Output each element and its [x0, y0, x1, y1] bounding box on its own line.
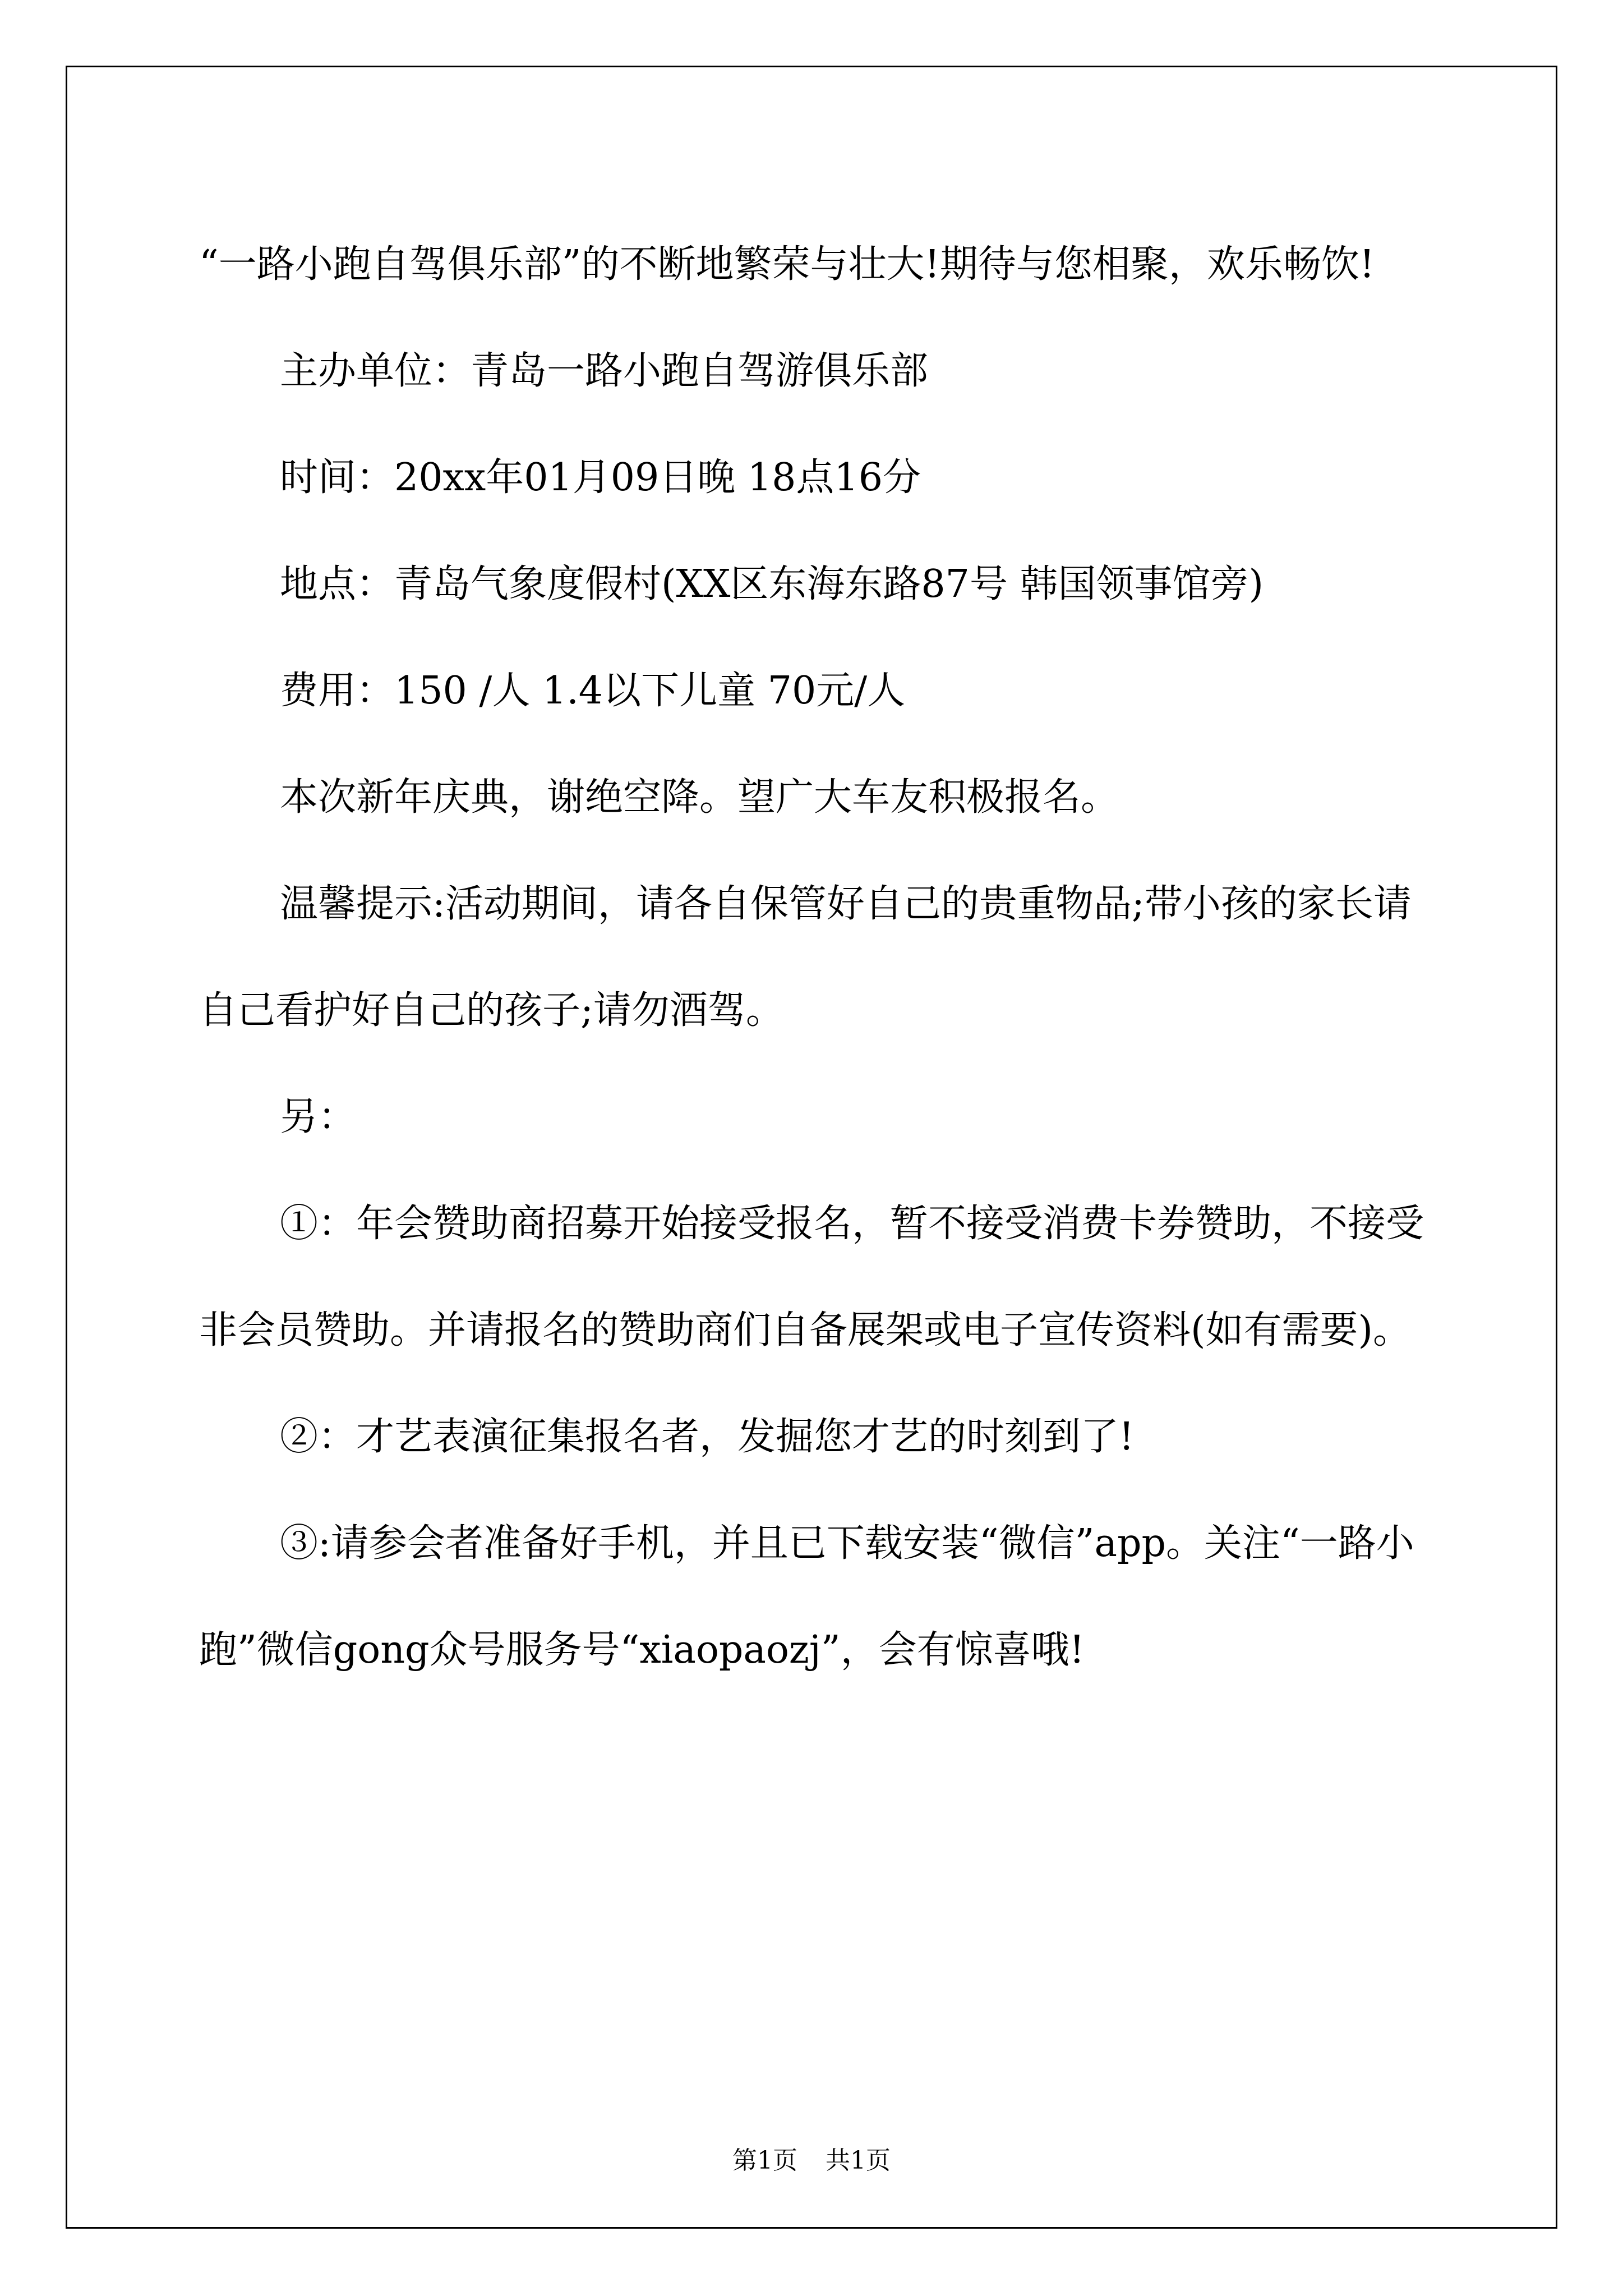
paragraph-time: 时间：20xx年01月09日晚 18点16分	[280, 455, 921, 500]
paragraph-item-2: ②：才艺表演征集报名者，发掘您才艺的时刻到了!	[280, 1415, 1135, 1459]
paragraph-item-1: ①：年会赞助商招募开始接受报名，暂不接受消费卡券赞助，不接受非会员赞助。并请报名的赞助商们自备展架或电子宣传资料(如有需要)。	[199, 1202, 1424, 1352]
paragraph-also: 另：	[280, 1095, 357, 1139]
paragraph-tips: 温馨提示:活动期间，请各自保管好自己的贵重物品;带小孩的家长请自己看护好自己的孩子;请勿酒驾。	[199, 882, 1412, 1033]
paragraph-item-3: ③:请参会者准备好手机，并且已下载安装“微信”app。关注“一路小跑”微信gong众号服务号“xiaopaozj”，会有惊喜哦!	[199, 1521, 1414, 1672]
page-total: 共1页	[826, 2146, 891, 2175]
page-footer	[0, 2144, 1623, 2178]
paragraph-organizer: 主办单位：青岛一路小跑自驾游俱乐部	[280, 349, 929, 393]
paragraph-closing: “一路小跑自驾俱乐部”的不断地繁荣与壮大!期待与您相聚，欢乐畅饮!	[199, 242, 1375, 287]
paragraph-location: 地点：青岛气象度假村(XX区东海东路87号 韩国领事馆旁)	[280, 562, 1264, 606]
paragraph-fee: 费用：150 /人 1.4以下儿童 70元/人	[280, 669, 906, 713]
paragraph-notice: 本次新年庆典，谢绝空降。望广大车友积极报名。	[280, 775, 1119, 820]
document-body	[199, 211, 1433, 1704]
page-number: 第1页	[732, 2146, 797, 2175]
